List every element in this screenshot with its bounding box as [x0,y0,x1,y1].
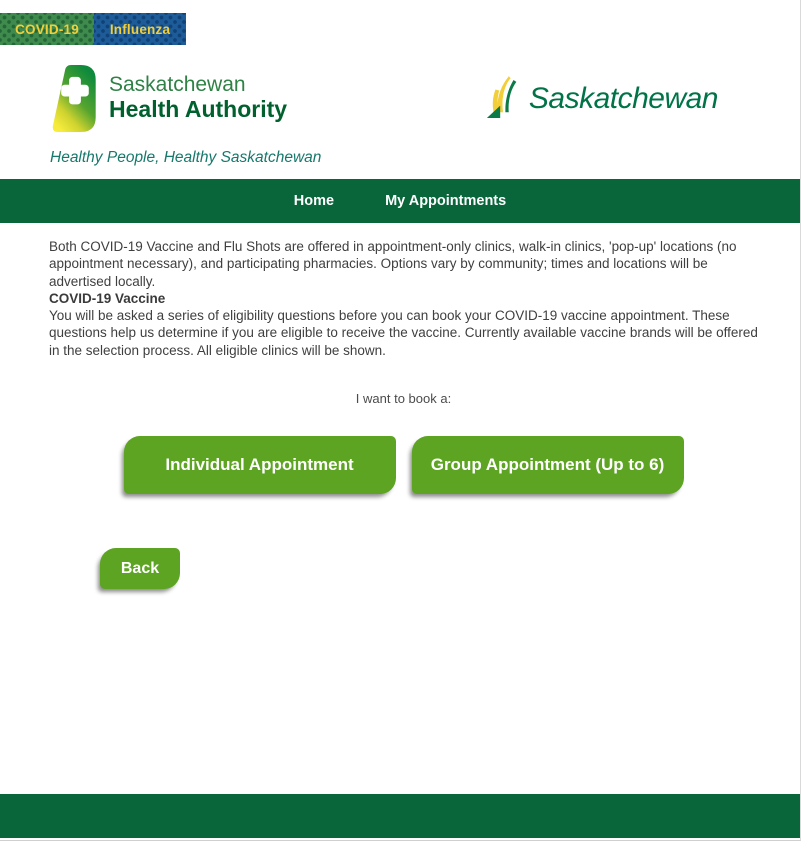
section-heading: COVID-19 Vaccine [49,290,166,306]
tab-influenza[interactable] [94,13,186,45]
province-wordmark: Saskatchewan [528,82,718,115]
wheat-sheaf-icon [485,76,523,122]
appointment-button-row [49,436,758,494]
sha-shield-cross-icon [50,64,98,133]
intro-paragraph: Both COVID-19 Vaccine and Flu Shots are offered in appointment-only clinics, walk-in clinics, 'pop-up' locations (no appointment necessary), and participating pharmacies. Options vary by community; times and locations will be advertised locally. [49,239,737,289]
tab-influenza-label: Influenza [109,21,171,37]
book-prompt: I want to book a: [355,391,452,407]
tab-covid19-label: COVID-19 [15,21,79,37]
tab-covid19[interactable] [0,13,94,45]
tagline: Healthy People, Healthy Saskatchewan [50,149,322,166]
nav-item-my-appointments[interactable]: My Appointments [385,193,507,209]
org-name-line1: Saskatchewan [109,73,246,96]
header [0,45,800,133]
footer-bar [0,794,800,838]
sha-logo [50,64,287,133]
nav-bar [0,179,800,223]
individual-appointment-button[interactable]: Individual Appointment [124,436,396,494]
vaccine-type-tabs [0,13,800,45]
province-logo [485,76,718,122]
main-content [0,223,800,589]
org-name-line2: Health Authority [109,95,288,122]
nav-item-home[interactable]: Home [293,193,335,209]
group-appointment-button[interactable]: Group Appointment (Up to 6) [412,436,684,494]
section-paragraph: You will be asked a series of eligibility questions before you can book your COVID-19 vaccine appointment. These questions help us determine if you are eligible to receive the vaccine. Currently available vaccine brands will be offered in the selection process. All eligible clinics will be shown. [49,308,758,358]
org-name [109,64,287,133]
back-button[interactable]: Back [100,548,180,589]
